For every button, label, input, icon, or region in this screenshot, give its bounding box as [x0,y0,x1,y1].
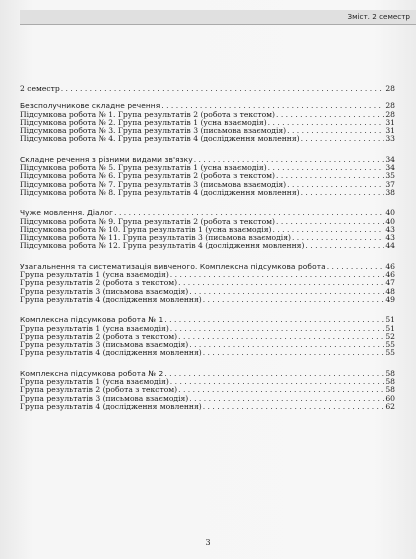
toc-entry-page: 47 [385,278,395,288]
toc-section-title: Безсполучникове складне речення [20,101,161,111]
toc-entry-label: Підсумкова робота № 12. Група результатів 4 (дослідження мовлення) [20,241,305,251]
toc-entry-label: Підсумкова робота № 10. Група результатів 1 (усна взаємодія) [20,224,272,234]
toc-section-page: 58 [385,368,395,378]
toc-leader-dots [164,370,384,378]
toc-entry-page: 58 [385,377,395,387]
toc-leader-dots [292,234,384,242]
toc-entry-page: 48 [385,286,395,296]
toc-leader-dots [276,218,384,226]
toc-entry-page: 40 [385,216,395,226]
toc-entry-label: Група результатів 1 (усна взаємодія) [20,270,169,280]
toc-entry-label: Підсумкова робота № 5. Група результатів 1 (усна взаємодія) [20,163,267,173]
toc-entry-page: 31 [385,126,395,136]
toc-entry-page: 55 [385,348,395,358]
toc-entry-page: 51 [385,323,395,333]
toc-entry-label: Підсумкова робота № 1. Група результатів 2 (робота з текстом) [20,109,276,119]
toc-entry-label: Підсумкова робота № 4. Група результатів 4 (дослідження мовлення) [20,134,300,144]
toc-entry[interactable] [20,296,395,304]
toc-leader-dots [276,172,384,180]
toc-entry-label: Група результатів 2 (робота з текстом) [20,278,178,288]
toc-leader-dots [170,378,385,386]
table-of-contents [20,85,395,411]
toc-section-page: 34 [385,154,395,164]
toc-entry-page: 34 [385,163,395,173]
toc-leader-dots [170,325,385,333]
toc-entry[interactable] [20,135,395,143]
toc-leader-dots [276,111,384,119]
toc-leader-dots [203,296,385,304]
toc-section-title: Комплексна підсумкова робота № 1 [20,315,164,325]
toc-entry-label: Група результатів 4 (дослідження мовлення) [20,401,202,411]
toc-entry-page: 55 [385,340,395,350]
toc-entry-label: Підсумкова робота № 9. Група результатів 2 (робота з текстом) [20,216,276,226]
toc-entry-page: 28 [385,84,395,93]
toc-leader-dots [178,279,384,287]
toc-leader-dots [189,288,384,296]
toc-leader-dots [301,189,385,197]
toc-entry-page: 49 [385,294,395,304]
toc-entry-label: Підсумкова робота № 3. Група результатів 3 (письмова взаємодія) [20,126,287,136]
toc-entry-label: Підсумкова робота № 8. Група результатів 4 (дослідження мовлення) [20,187,300,197]
toc-entry[interactable] [20,85,395,93]
toc-section-title: Складне речення з різними видами зв'язку [20,154,193,164]
toc-leader-dots [178,333,384,341]
toc-entry-label: Підсумкова робота № 7. Група результатів 3 (письмова взаємодія) [20,179,287,189]
toc-entry-page: 38 [385,187,395,197]
toc-entry-label: Група результатів 3 (письмова взаємодія) [20,286,189,296]
toc-entry-label: Група результатів 2 (робота з текстом) [20,385,178,395]
toc-entry-page: 31 [385,117,395,127]
toc-leader-dots [305,242,384,250]
toc-entry-label: Підсумкова робота № 11. Група результатів 3 (письмова взаємодія) [20,233,291,243]
toc-leader-dots [189,395,384,403]
toc-section-page: 28 [385,101,395,111]
toc-entry-page: 43 [385,233,395,243]
toc-leader-dots [178,386,384,394]
toc-entry-page: 46 [385,270,395,280]
toc-section-title: Чуже мовлення. Діалог [20,208,114,218]
toc-entry-page: 62 [385,401,395,411]
toc-entry[interactable] [20,403,395,411]
toc-entry-page: 43 [385,224,395,234]
toc-leader-dots [287,127,384,135]
toc-entry-label: Група результатів 4 (дослідження мовлення) [20,348,202,358]
toc-entry-page: 58 [385,385,395,395]
toc-section-title: Комплексна підсумкова робота № 2 [20,368,164,378]
toc-entry-label: Підсумкова робота № 6. Група результатів 2 (робота з текстом) [20,171,276,181]
toc-entry-label: Група результатів 1 (усна взаємодія) [20,323,169,333]
toc-entry-page: 44 [385,241,395,251]
toc-leader-dots [203,403,385,411]
toc-entry[interactable] [20,349,395,357]
toc-entry-page: 28 [385,109,395,119]
page-number: 3 [205,538,211,547]
toc-entry-label: 2 семестр [20,84,60,93]
toc-entry-label: Підсумкова робота № 2. Група результатів 1 (усна взаємодія) [20,117,267,127]
toc-leader-dots [327,263,385,271]
toc-entry[interactable] [20,242,395,250]
toc-entry-label: Група результатів 2 (робота з текстом) [20,331,178,341]
toc-leader-dots [301,135,385,143]
toc-entry-page: 35 [385,171,395,181]
toc-leader-dots [170,271,385,279]
toc-section-page: 40 [385,208,395,218]
toc-entry-label: Група результатів 4 (дослідження мовлення) [20,294,202,304]
running-header-title: Зміст. 2 семестр [347,12,410,21]
running-header [20,10,416,25]
toc-leader-dots [61,85,385,93]
toc-entry-page: 37 [385,179,395,189]
toc-entry-page: 33 [385,134,395,144]
toc-section-page: 46 [385,261,395,271]
toc-entry[interactable] [20,189,395,197]
toc-leader-dots [268,164,385,172]
toc-entry-page: 60 [385,393,395,403]
toc-entry-page: 52 [385,331,395,341]
toc-section-page: 51 [385,315,395,325]
toc-leader-dots [203,349,385,357]
toc-leader-dots [189,341,384,349]
toc-entry-label: Група результатів 1 (усна взаємодія) [20,377,169,387]
toc-section-title: Узагальнення та систематизація вивченого. Комплексна підсумкова робота [20,261,326,271]
toc-entry-label: Група результатів 3 (письмова взаємодія) [20,340,189,350]
toc-entry-label: Група результатів 3 (письмова взаємодія) [20,393,189,403]
toc-leader-dots [164,316,384,324]
toc-leader-dots [287,181,384,189]
